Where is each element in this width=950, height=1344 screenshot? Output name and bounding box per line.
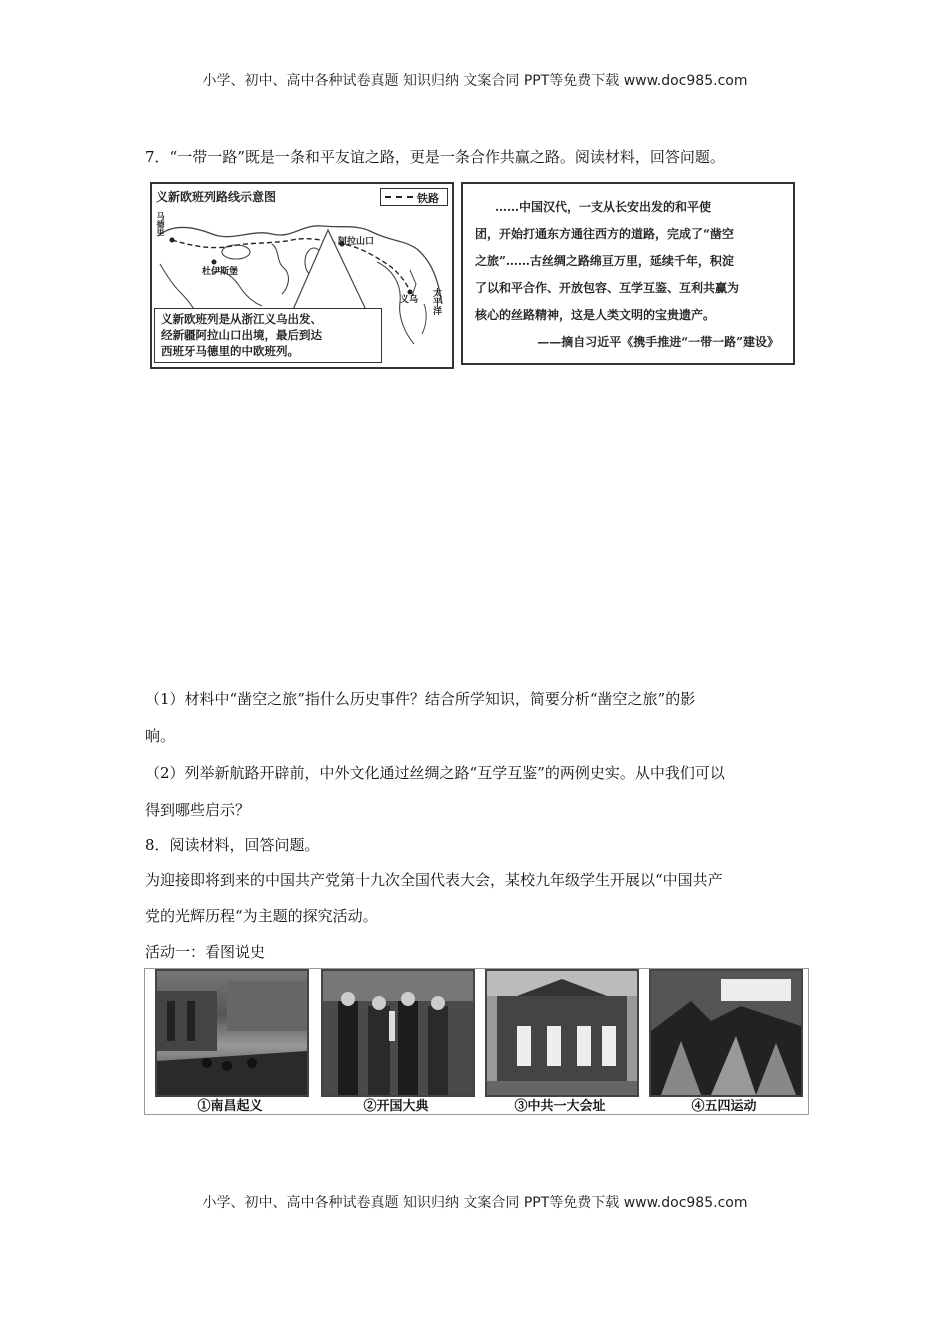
map-legend [380, 188, 448, 206]
map-note-line-3: 西班牙马德里的中欧班列。 [161, 344, 299, 358]
map-figure [150, 182, 454, 369]
photo-strip [144, 968, 809, 1115]
quote-line-5: 核心的丝路精神，这是人类文明的宝贵遗产。 [475, 308, 716, 322]
caption-first-congress-site: ③中共一大会址 [514, 1099, 606, 1114]
q8-activity-title: 活动一：看图说史 [145, 943, 266, 961]
photo-may-fourth-graphic [651, 971, 801, 1095]
quote-line-1: ……中国汉代，一支从长安出发的和平使 [495, 200, 712, 214]
caption-may-fourth-movement: ④五四运动 [691, 1099, 757, 1114]
question-7-stem: 7．“一带一路”既是一条和平友谊之路，更是一条合作共赢之路。阅读材料，回答问题。 [145, 148, 725, 166]
photo-founding-graphic [323, 971, 473, 1095]
q7-sub1-line-1: （1）材料中“凿空之旅”指什么历史事件？结合所学知识，简要分析“凿空之旅”的影 [145, 690, 696, 708]
label-madrid: 马德里 [156, 212, 166, 236]
map-note-line-2: 经新疆阿拉山口出境，最后到达 [161, 328, 322, 342]
photo-congress-graphic [487, 971, 637, 1095]
question-8-stem: 8．阅读材料，回答问题。 [145, 836, 320, 854]
railway-line-symbol [385, 196, 413, 198]
page-header: 小学、初中、高中各种试卷真题 知识归纳 文案合同 PPT等免费下载 www.doc985.com [202, 73, 748, 89]
q7-sub1-line-2: 响。 [145, 727, 176, 745]
label-yiwu: 义乌 [400, 295, 419, 305]
photo-nanchang-graphic [157, 971, 307, 1095]
label-alashankou: 阿拉山口 [338, 237, 375, 247]
quote-line-3: 之旅”……古丝绸之路绵亘万里，延续千年，积淀 [475, 254, 734, 268]
photo-founding-ceremony [321, 969, 475, 1097]
q8-intro-line-1: 为迎接即将到来的中国共产党第十九次全国代表大会，某校九年级学生开展以“中国共产 [145, 871, 723, 889]
q8-intro-line-2: 党的光辉历程“为主题的探究活动。 [145, 907, 378, 925]
photo-first-congress-site [485, 969, 639, 1097]
quote-material [461, 182, 795, 365]
q7-sub2-line-2: 得到哪些启示？ [145, 801, 251, 819]
map-note-line-1: 义新欧班列是从浙江义乌出发、 [161, 312, 322, 326]
photo-nanchang-uprising [155, 969, 309, 1097]
label-duisburg: 杜伊斯堡 [202, 267, 239, 277]
caption-nanchang-uprising: ①南昌起义 [197, 1099, 263, 1114]
map-note-box [154, 308, 382, 363]
quote-line-2: 团，开始打通东方通往西方的道路，完成了“凿空 [475, 227, 734, 241]
page-footer: 小学、初中、高中各种试卷真题 知识归纳 文案合同 PPT等免费下载 www.doc985.com [202, 1195, 748, 1211]
label-pacific: 太平洋 [431, 288, 441, 315]
legend-label: 铁路 [417, 192, 439, 205]
q7-sub2-line-1: （2）列举新航路开辟前，中外文化通过丝绸之路“互学互鉴”的两例史实。从中我们可以 [145, 764, 725, 782]
map-title: 义新欧班列路线示意图 [156, 190, 277, 204]
photo-may-fourth-movement [649, 969, 803, 1097]
quote-line-4: 了以和平合作、开放包容、互学互鉴、互利共赢为 [475, 281, 740, 295]
quote-source: ——摘自习近平《携手推进“一带一路”建设》 [537, 335, 779, 349]
caption-founding-ceremony: ②开国大典 [363, 1099, 429, 1114]
